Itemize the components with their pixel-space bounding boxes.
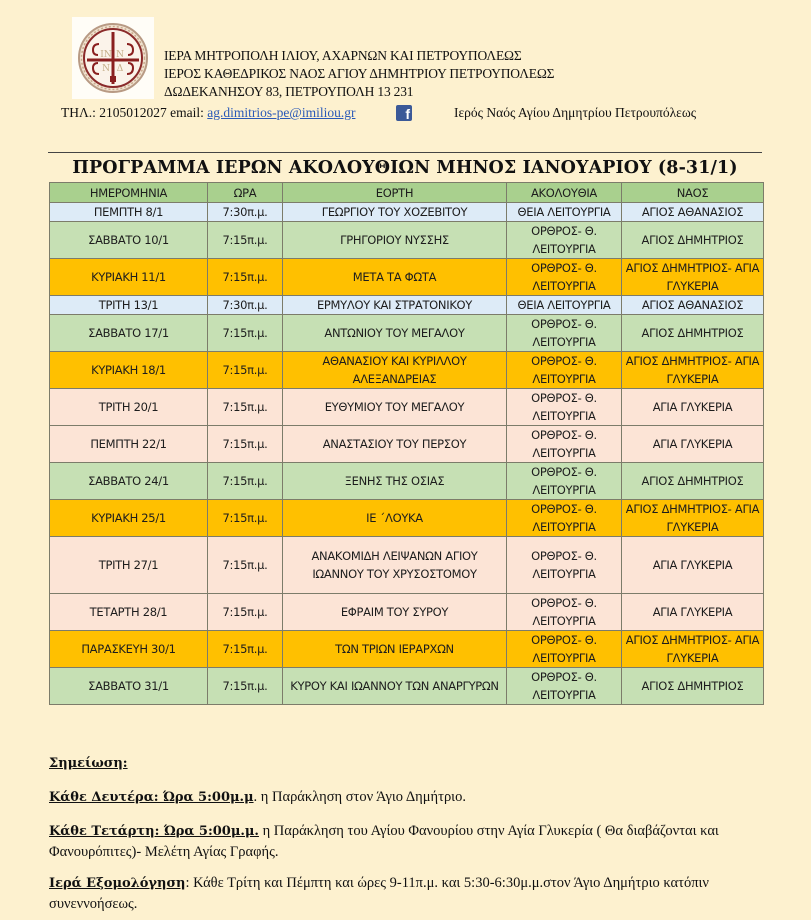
cell-time: 7:15π.μ. bbox=[208, 222, 283, 259]
cell-time: 7:30π.μ. bbox=[208, 203, 283, 222]
cell-church: ΑΓΙΟΣ ΔΗΜΗΤΡΙΟΣ- ΑΓΙΑ ΓΛΥΚΕΡΙΑ bbox=[622, 259, 764, 296]
note-item bbox=[49, 821, 769, 863]
table-row bbox=[50, 203, 764, 222]
cell-church: ΑΓΙΟΣ ΔΗΜΗΤΡΙΟΣ bbox=[622, 463, 764, 500]
facebook-icon[interactable]: f bbox=[396, 105, 412, 121]
cell-service: ΟΡΘΡΟΣ- Θ. ΛΕΙΤΟΥΡΓΙΑ bbox=[507, 631, 622, 668]
cell-church: ΑΓΙΟΣ ΔΗΜΗΤΡΙΟΣ- ΑΓΙΑ ΓΛΥΚΕΡΙΑ bbox=[622, 500, 764, 537]
notes-section bbox=[49, 754, 769, 915]
facebook-page-name: Ιερός Ναός Αγίου Δημητρίου Πετρουπόλεως bbox=[454, 105, 697, 120]
cell-time: 7:15π.μ. bbox=[208, 259, 283, 296]
cell-church: ΑΓΙΟΣ ΔΗΜΗΤΡΙΟΣ bbox=[622, 222, 764, 259]
cell-time: 7:15π.μ. bbox=[208, 389, 283, 426]
table-row bbox=[50, 352, 764, 389]
cell-feast: ΕΥΘΥΜΙΟΥ ΤΟΥ ΜΕΓΑΛΟΥ bbox=[283, 389, 507, 426]
cell-church: ΑΓΙΑ ΓΛΥΚΕΡΙΑ bbox=[622, 537, 764, 594]
table-row bbox=[50, 426, 764, 463]
cell-feast: ΑΘΑΝΑΣΙΟΥ ΚΑΙ ΚΥΡΙΛΛΟΥ ΑΛΕΞΑΝΔΡΕΙΑΣ bbox=[283, 352, 507, 389]
cell-service: ΟΡΘΡΟΣ- Θ. ΛΕΙΤΟΥΡΓΙΑ bbox=[507, 500, 622, 537]
cell-feast: ΑΝΤΩΝΙΟΥ ΤΟΥ ΜΕΓΑΛΟΥ bbox=[283, 315, 507, 352]
svg-text:N: N bbox=[116, 50, 124, 60]
cell-time: 7:15π.μ. bbox=[208, 352, 283, 389]
cell-church: ΑΓΙΑ ΓΛΥΚΕΡΙΑ bbox=[622, 426, 764, 463]
table-row bbox=[50, 500, 764, 537]
cell-church: ΑΓΙΟΣ ΔΗΜΗΤΡΙΟΣ bbox=[622, 668, 764, 705]
cell-time: 7:30π.μ. bbox=[208, 296, 283, 315]
note-label: Κάθε Δευτέρα: Ώρα 5:00μ.μ bbox=[49, 790, 254, 805]
title-divider bbox=[48, 152, 762, 153]
cell-date: ΠΑΡΑΣΚΕΥΗ 30/1 bbox=[50, 631, 208, 668]
page-title: ΠΡΟΓΡΑΜΜΑ ΙΕΡΩΝ ΑΚΟΛΟΥΘΙΩΝ ΜΗΝΟΣ ΙΑΝΟΥΑΡΙΟΥ (8-31/1) bbox=[72, 158, 738, 178]
cell-date: ΣΑΒΒΑΤΟ 24/1 bbox=[50, 463, 208, 500]
cell-time: 7:15π.μ. bbox=[208, 668, 283, 705]
cell-feast: ΕΦΡΑΙΜ ΤΟΥ ΣΥΡΟΥ bbox=[283, 594, 507, 631]
cell-date: ΤΕΤΑΡΤΗ 28/1 bbox=[50, 594, 208, 631]
cell-date: ΚΥΡΙΑΚΗ 25/1 bbox=[50, 500, 208, 537]
cell-feast: ΕΡΜΥΛΟΥ ΚΑΙ ΣΤΡΑΤΟΝΙΚΟΥ bbox=[283, 296, 507, 315]
cell-service: ΟΡΘΡΟΣ- Θ. ΛΕΙΤΟΥΡΓΙΑ bbox=[507, 259, 622, 296]
cell-time: 7:15π.μ. bbox=[208, 537, 283, 594]
cell-service: ΟΡΘΡΟΣ- Θ. ΛΕΙΤΟΥΡΓΙΑ bbox=[507, 594, 622, 631]
cell-time: 7:15π.μ. bbox=[208, 631, 283, 668]
table-row bbox=[50, 259, 764, 296]
note-text: η Παράκληση του Αγίου Φανουρίου στην Αγία Γλυκερία ( Θα διαβάζονται και Φανουρόπιτες)- Μελέτη Αγίας Γραφής. bbox=[49, 823, 719, 860]
cathedral-name: ΙΕΡΟΣ ΚΑΘΕΔΡΙΚΟΣ ΝΑΟΣ ΑΓΙΟΥ ΔΗΜΗΤΡΙΟΥ ΠΕΤΡΟΥΠΟΛΕΩΣ bbox=[164, 66, 555, 81]
cell-time: 7:15π.μ. bbox=[208, 500, 283, 537]
column-header-service: ΑΚΟΛΟΥΘΙΑ bbox=[507, 183, 622, 203]
cell-church: ΑΓΙΟΣ ΔΗΜΗΤΡΙΟΣ- ΑΓΙΑ ΓΛΥΚΕΡΙΑ bbox=[622, 631, 764, 668]
note-text: . η Παράκληση στον Άγιο Δημήτριο. bbox=[253, 789, 466, 805]
column-header-church: ΝΑΟΣ bbox=[622, 183, 764, 203]
cell-time: 7:15π.μ. bbox=[208, 594, 283, 631]
note-text: : Κάθε Τρίτη και Πέμπτη και ώρες 9-11π.μ. και 5:30-6:30μ.μ.στον Άγιο Δημήτριο κατόπιν συνεννοήσεως. bbox=[49, 875, 709, 912]
cell-date: ΤΡΙΤΗ 20/1 bbox=[50, 389, 208, 426]
cell-church: ΑΓΙΟΣ ΔΗΜΗΤΡΙΟΣ bbox=[622, 315, 764, 352]
note-label: Κάθε Τετάρτη: Ώρα 5:00μ.μ. bbox=[49, 824, 259, 839]
column-header-date: ΗΜΕΡΟΜΗΝΙΑ bbox=[50, 183, 208, 203]
address: ΔΩΔΕΚΑΝΗΣΟΥ 83, ΠΕΤΡΟΥΠΟΛΗ 13 231 bbox=[164, 84, 414, 99]
cell-service: ΘΕΙΑ ΛΕΙΤΟΥΡΓΙΑ bbox=[507, 296, 622, 315]
column-header-feast: ΕΟΡΤΗ bbox=[283, 183, 507, 203]
table-row bbox=[50, 296, 764, 315]
notes-heading: Σημείωση: bbox=[49, 756, 128, 771]
church-logo bbox=[72, 17, 154, 99]
cell-time: 7:15π.μ. bbox=[208, 426, 283, 463]
table-row bbox=[50, 389, 764, 426]
cell-feast: ΑΝΑΚΟΜΙΔΗ ΛΕΙΨΑΝΩΝ ΑΓΙΟΥ ΙΩΑΝΝΟΥ ΤΟΥ ΧΡΥΣΟΣΤΟΜΟΥ bbox=[283, 537, 507, 594]
cell-date: ΠΕΜΠΤΗ 22/1 bbox=[50, 426, 208, 463]
cell-church: ΑΓΙΑ ΓΛΥΚΕΡΙΑ bbox=[622, 594, 764, 631]
cell-time: 7:15π.μ. bbox=[208, 315, 283, 352]
table-row bbox=[50, 594, 764, 631]
cell-church: ΑΓΙΟΣ ΑΘΑΝΑΣΙΟΣ bbox=[622, 296, 764, 315]
cell-church: ΑΓΙΟΣ ΑΘΑΝΑΣΙΟΣ bbox=[622, 203, 764, 222]
cell-service: ΟΡΘΡΟΣ- Θ. ΛΕΙΤΟΥΡΓΙΑ bbox=[507, 668, 622, 705]
cell-feast: ΚΥΡΟΥ ΚΑΙ ΙΩΑΝΝΟΥ ΤΩΝ ΑΝΑΡΓΥΡΩΝ bbox=[283, 668, 507, 705]
cell-feast: ΓΕΩΡΓΙΟΥ ΤΟΥ ΧΟΖΕΒΙΤΟΥ bbox=[283, 203, 507, 222]
svg-text:IN: IN bbox=[100, 50, 112, 60]
cell-service: ΟΡΘΡΟΣ- Θ. ΛΕΙΤΟΥΡΓΙΑ bbox=[507, 315, 622, 352]
cell-date: ΣΑΒΒΑΤΟ 17/1 bbox=[50, 315, 208, 352]
cell-feast: ΤΩΝ ΤΡΙΩΝ ΙΕΡΑΡΧΩΝ bbox=[283, 631, 507, 668]
cell-date: ΚΥΡΙΑΚΗ 11/1 bbox=[50, 259, 208, 296]
cell-feast: ΜΕΤΑ ΤΑ ΦΩΤΑ bbox=[283, 259, 507, 296]
column-header-time: ΩΡΑ bbox=[208, 183, 283, 203]
phone-label: ΤΗΛ.: 2105012027 email: bbox=[61, 105, 208, 120]
table-body bbox=[50, 203, 764, 705]
cell-service: ΘΕΙΑ ΛΕΙΤΟΥΡΓΙΑ bbox=[507, 203, 622, 222]
cell-service: ΟΡΘΡΟΣ- Θ. ΛΕΙΤΟΥΡΓΙΑ bbox=[507, 352, 622, 389]
table-row bbox=[50, 668, 764, 705]
email-link[interactable]: ag.dimitrios-pe@imiliou.gr bbox=[207, 105, 356, 120]
cell-feast: ΙΕ ΄ΛΟΥΚΑ bbox=[283, 500, 507, 537]
cell-date: ΣΑΒΒΑΤΟ 31/1 bbox=[50, 668, 208, 705]
cell-date: ΤΡΙΤΗ 13/1 bbox=[50, 296, 208, 315]
cell-date: ΤΡΙΤΗ 27/1 bbox=[50, 537, 208, 594]
svg-text:Δ: Δ bbox=[116, 64, 124, 74]
cell-date: ΠΕΜΠΤΗ 8/1 bbox=[50, 203, 208, 222]
metropolis-seal-icon bbox=[77, 22, 149, 94]
cell-service: ΟΡΘΡΟΣ- Θ. ΛΕΙΤΟΥΡΓΙΑ bbox=[507, 222, 622, 259]
table-row bbox=[50, 463, 764, 500]
cell-church: ΑΓΙΑ ΓΛΥΚΕΡΙΑ bbox=[622, 389, 764, 426]
services-schedule-table bbox=[49, 182, 764, 705]
table-header-row bbox=[50, 183, 764, 203]
cell-feast: ΞΕΝΗΣ ΤΗΣ ΟΣΙΑΣ bbox=[283, 463, 507, 500]
cell-service: ΟΡΘΡΟΣ- Θ. ΛΕΙΤΟΥΡΓΙΑ bbox=[507, 389, 622, 426]
cell-service: ΟΡΘΡΟΣ- Θ. ΛΕΙΤΟΥΡΓΙΑ bbox=[507, 537, 622, 594]
cell-feast: ΓΡΗΓΟΡΙΟΥ ΝΥΣΣΗΣ bbox=[283, 222, 507, 259]
metropolis-name: ΙΕΡΑ ΜΗΤΡΟΠΟΛΗ ΙΛΙΟΥ, ΑΧΑΡΝΩΝ ΚΑΙ ΠΕΤΡΟΥΠΟΛΕΩΣ bbox=[164, 48, 522, 63]
cell-date: ΣΑΒΒΑΤΟ 10/1 bbox=[50, 222, 208, 259]
table-row bbox=[50, 631, 764, 668]
cell-date: ΚΥΡΙΑΚΗ 18/1 bbox=[50, 352, 208, 389]
cell-service: ΟΡΘΡΟΣ- Θ. ΛΕΙΤΟΥΡΓΙΑ bbox=[507, 463, 622, 500]
svg-text:N: N bbox=[102, 64, 110, 74]
cell-feast: ΑΝΑΣΤΑΣΙΟΥ ΤΟΥ ΠΕΡΣΟΥ bbox=[283, 426, 507, 463]
table-row bbox=[50, 315, 764, 352]
note-item bbox=[49, 873, 769, 915]
cell-church: ΑΓΙΟΣ ΔΗΜΗΤΡΙΟΣ- ΑΓΙΑ ΓΛΥΚΕΡΙΑ bbox=[622, 352, 764, 389]
table-row bbox=[50, 222, 764, 259]
header-address-block bbox=[164, 47, 554, 101]
note-item bbox=[49, 787, 769, 808]
cell-time: 7:15π.μ. bbox=[208, 463, 283, 500]
table-row bbox=[50, 537, 764, 594]
cell-service: ΟΡΘΡΟΣ- Θ. ΛΕΙΤΟΥΡΓΙΑ bbox=[507, 426, 622, 463]
note-label: Ιερά Εξομολόγηση bbox=[49, 876, 186, 891]
